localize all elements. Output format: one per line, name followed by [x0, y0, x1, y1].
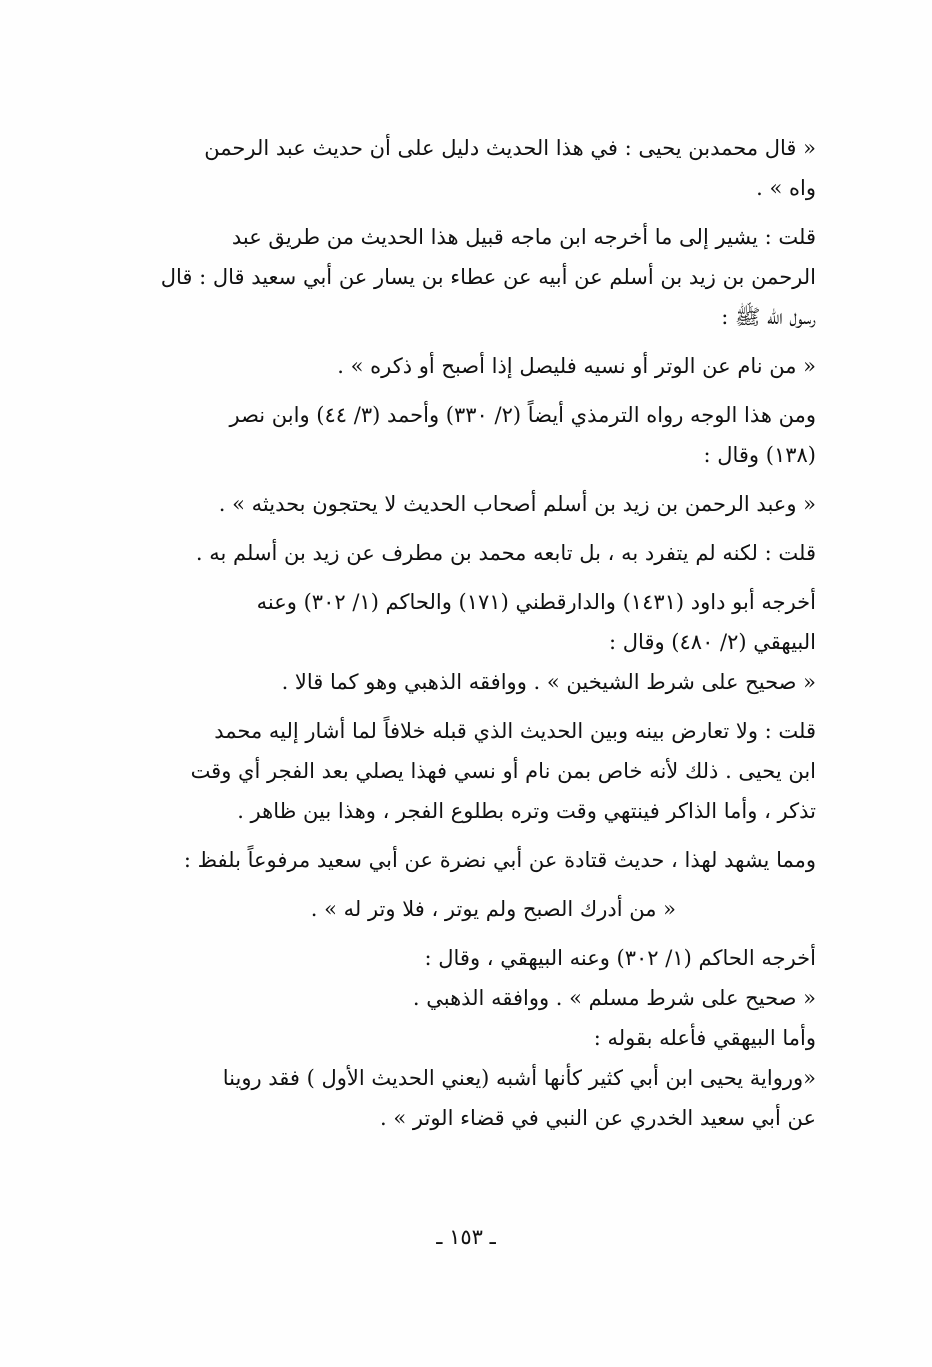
text-line: « وعبد الرحمن بن زيد بن أسلم أصحاب الحديث لا يحتجون بحديثه » . [218, 492, 816, 516]
text-line: قلت : لكنه لم يتفرد به ، بل تابعه محمد بن مطرف عن زيد بن أسلم به . [195, 541, 816, 565]
text-line: رسول الله ﷺ : [721, 305, 816, 329]
text-line: عن أبي سعيد الخدري عن النبي في قضاء الوتر » . [380, 1106, 816, 1130]
text-line: البيهقي (٢/ ٤٨٠) وقال : [609, 630, 816, 654]
text-line: « صحيح على شرط مسلم » . ووافقه الذهبي . [412, 986, 816, 1010]
text-line: ومن هذا الوجه رواه الترمذي أيضاً (٢/ ٣٣٠) وأحمد (٣/ ٤٤) وابن نصر [229, 403, 816, 427]
text-line: الرحمن بن زيد بن أسلم عن أبيه عن عطاء بن يسار عن أبي سعيد قال : قال [160, 265, 816, 289]
quote-3 [136, 889, 816, 929]
quote-2 [136, 484, 816, 524]
page-body [136, 128, 816, 1138]
text-line: ومما يشهد لهذا ، حديث قتادة عن أبي نضرة عن أبي سعيد مرفوعاً بلفظ : [183, 848, 816, 872]
text-line: وأما البيهقي فأعله بقوله : [593, 1026, 816, 1050]
text-line: « قال محمدبن يحيى : في هذا الحديث دليل على أن حديث عبد الرحمن [204, 136, 816, 160]
text-line: قلت : ولا تعارض بينه وبين الحديث الذي قبله خلافاً لما أشار إليه محمد [214, 719, 816, 743]
text-line: « من أدرك الصبح ولم يوتر ، فلا وتر له » . [310, 897, 676, 921]
paragraph-3 [136, 395, 816, 475]
quote-1 [136, 346, 816, 386]
text-line: قلت : يشير إلى ما أخرجه ابن ماجه قبيل هذا الحديث من طريق عبد [231, 225, 816, 249]
paragraph-5 [136, 582, 816, 702]
page-number: ـ ١٥٣ ـ [436, 1225, 496, 1249]
text-line: أخرجه الحاكم (١/ ٣٠٢) وعنه البيهقي ، وقال : [424, 946, 816, 970]
paragraph-4 [136, 533, 816, 573]
text-line: «ورواية يحيى ابن أبي كثير كأنها أشبه (يعني الحديث الأول ) فقد روينا [222, 1066, 816, 1090]
paragraph-7 [136, 840, 816, 880]
text-line: « من نام عن الوتر أو نسيه فليصل إذا أصبح أو ذكره » . [337, 354, 816, 378]
text-line: « صحيح على شرط الشيخين » . ووافقه الذهبي وهو كما قالا . [281, 670, 816, 694]
quote-4 [136, 1058, 816, 1138]
paragraph-1 [136, 128, 816, 208]
text-line: أخرجه أبو داود (١٤٣١) والدارقطني (١٧١) والحاكم (١/ ٣٠٢) وعنه [256, 590, 816, 614]
text-line: (١٣٨) وقال : [703, 443, 816, 467]
text-line: واه » . [756, 176, 816, 200]
text-line: ابن يحيى . ذلك لأنه خاص بمن نام أو نسي فهذا يصلي بعد الفجر أي وقت [190, 759, 816, 783]
paragraph-2 [136, 217, 816, 337]
paragraph-6 [136, 711, 816, 831]
text-line: تذكر ، وأما الذاكر فينتهي وقت وتره بطلوع الفجر ، وهذا بين ظاهر . [237, 799, 816, 823]
paragraph-8 [136, 938, 816, 1058]
